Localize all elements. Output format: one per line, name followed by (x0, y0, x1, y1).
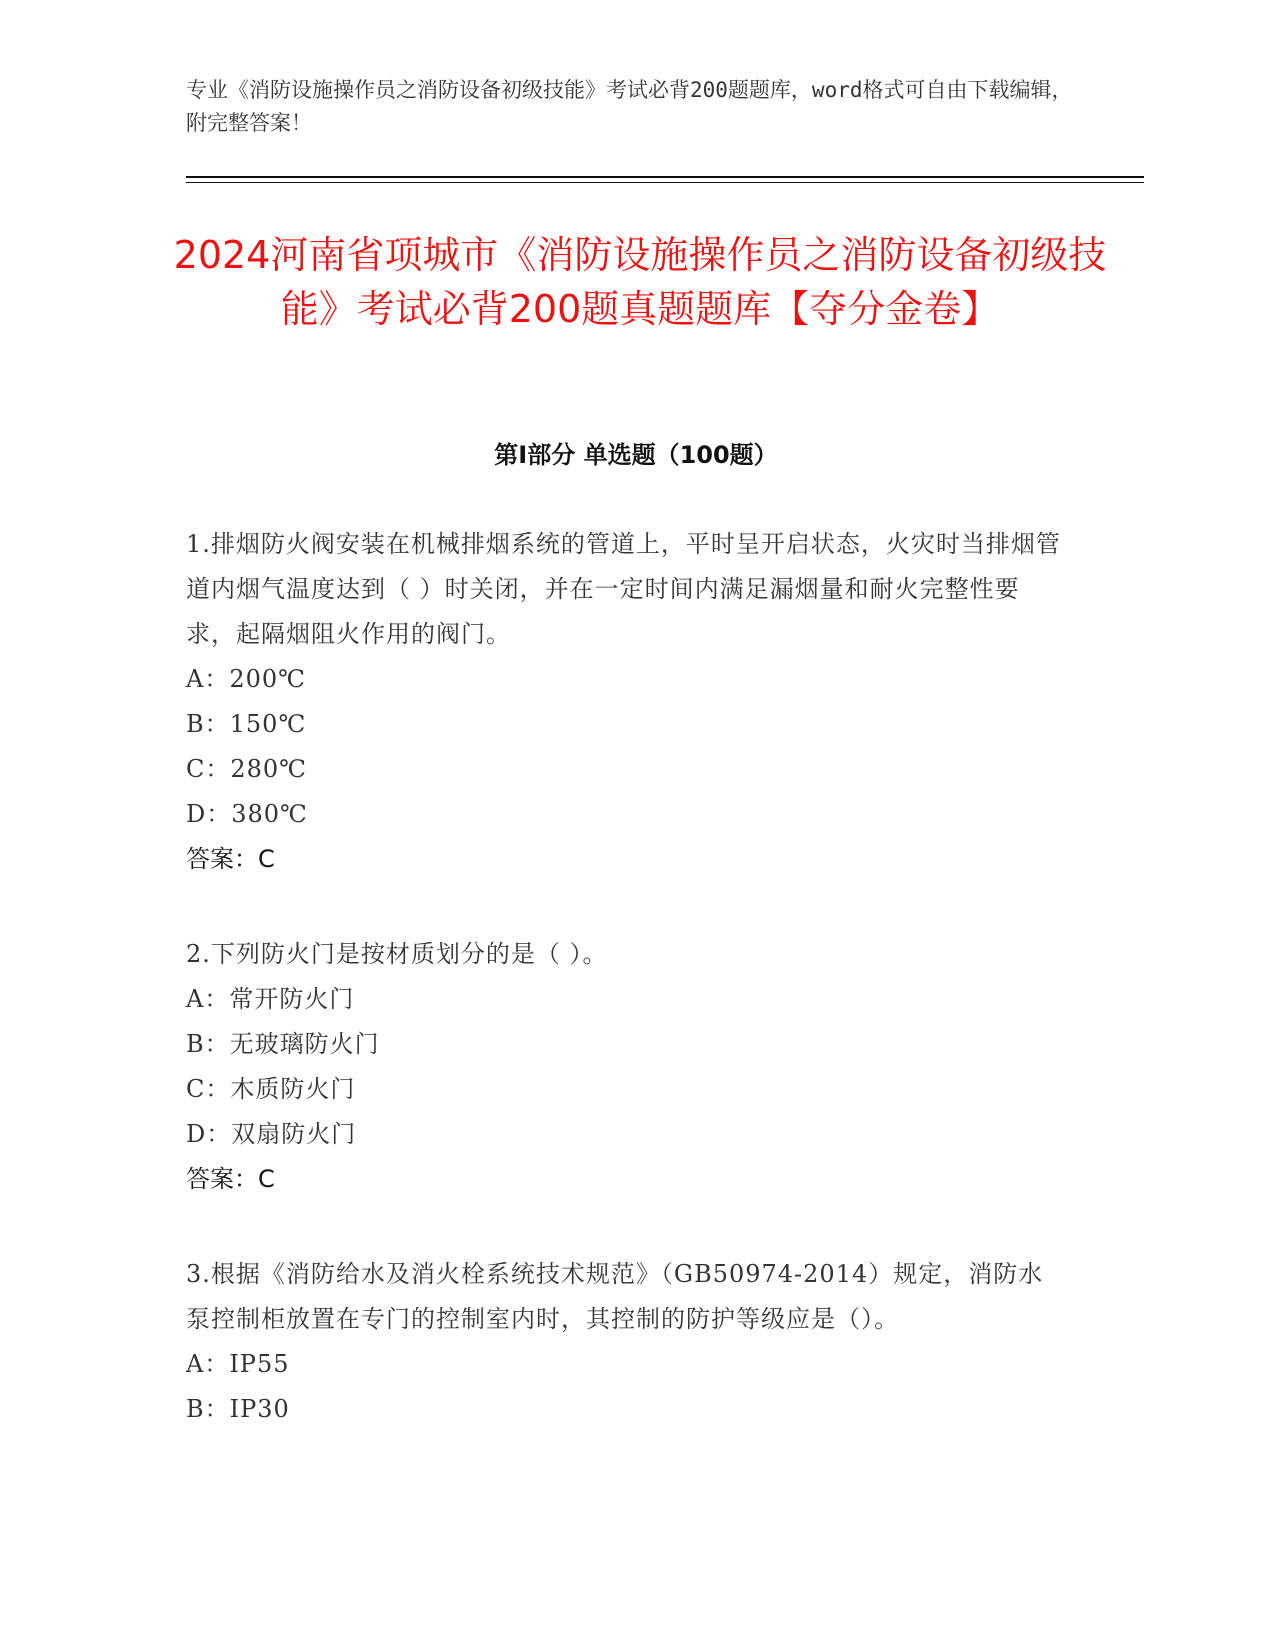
answer: 答案：C (186, 845, 275, 873)
option-d: D：380℃ (186, 800, 308, 828)
option-a: A：常开防火门 (186, 985, 355, 1013)
question-stem: 1.排烟防火阀安装在机械排烟系统的管道上，平时呈开启状态，火灾时当排烟管道内烟气温度达到（ ）时关闭，并在一定时间内满足漏烟量和耐火完整性要求，起隔烟阻火作用的阀门。 (186, 530, 1061, 648)
option-b: B：150℃ (186, 710, 307, 738)
question-1 (186, 522, 1066, 882)
option-a: A：IP55 (186, 1350, 290, 1378)
header-divider-thick (186, 176, 1144, 178)
question-2 (186, 932, 1066, 1202)
option-c: C：木质防火门 (186, 1075, 356, 1103)
option-d: D：双扇防火门 (186, 1120, 357, 1148)
section-title: 第I部分 单选题（100题） (494, 441, 778, 469)
option-a: A：200℃ (186, 665, 306, 693)
question-3 (186, 1252, 1066, 1432)
document-title: 2024河南省项城市《消防设施操作员之消防设备初级技能》考试必背200题真题题库【夺分金卷】 (173, 233, 1107, 331)
option-c: C：280℃ (186, 755, 308, 783)
option-b: B：IP30 (186, 1395, 290, 1423)
question-stem: 3.根据《消防给水及消火栓系统技术规范》（GB50974-2014）规定，消防水泵控制柜放置在专门的控制室内时，其控制的防护等级应是（）。 (186, 1260, 1044, 1333)
question-stem: 2.下列防火门是按材质划分的是（ ）。 (186, 940, 608, 968)
header-divider-thin (186, 182, 1144, 183)
option-b: B：无玻璃防火门 (186, 1030, 380, 1058)
header-note: 专业《消防设施操作员之消防设备初级技能》考试必背200题题库，word格式可自由下载编辑，附完整答案！ (186, 78, 1073, 135)
answer: 答案：C (186, 1165, 275, 1193)
